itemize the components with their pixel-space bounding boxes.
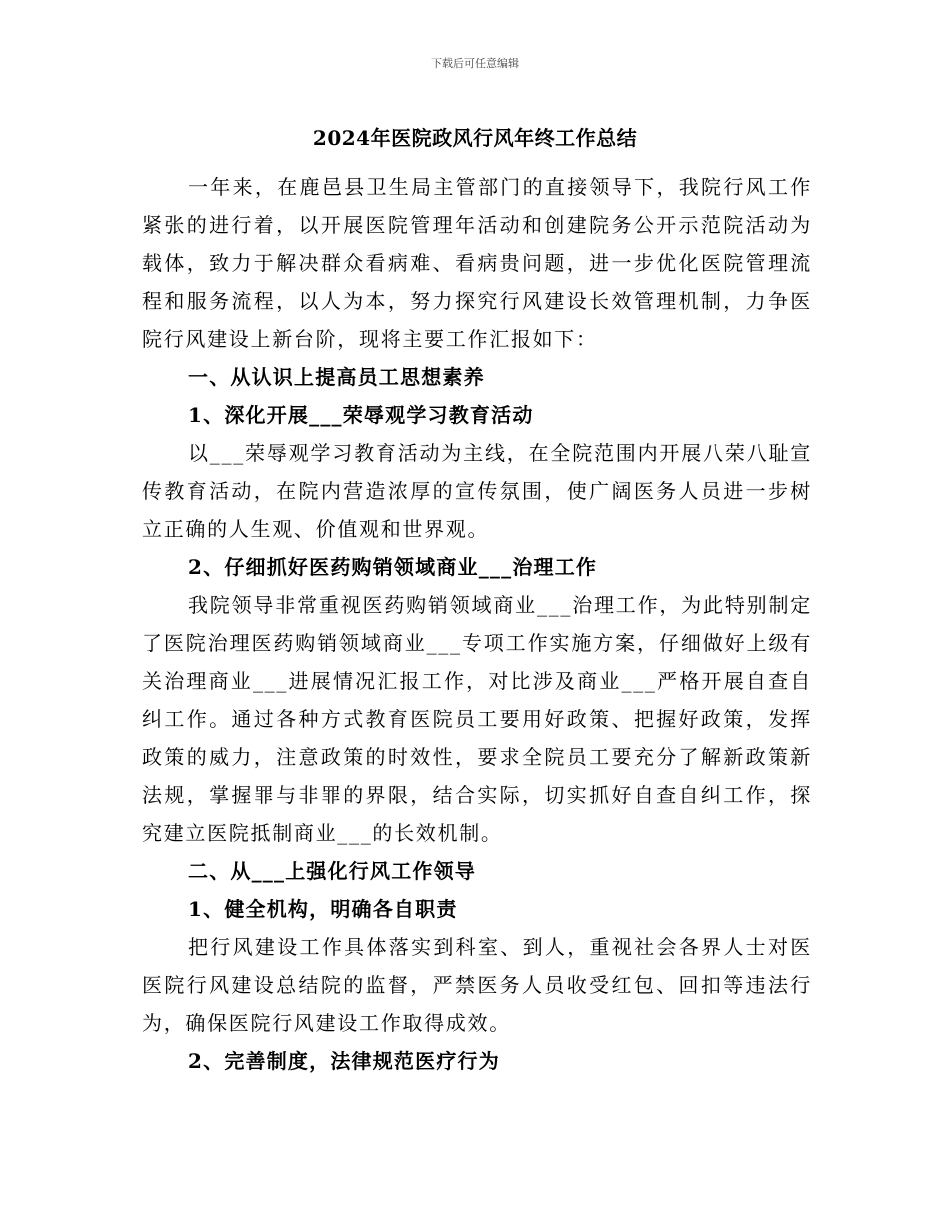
section-2-sub-1-heading: 1、健全机构，明确各自职责 [188, 897, 458, 921]
section-2-heading: 二、从___上强化行风工作领导 [188, 859, 476, 883]
section-1-heading: 一、从认识上提高员工思想素养 [188, 365, 485, 389]
document-body [142, 168, 812, 1080]
section-1-sub-1-heading: 1、深化开展___荣辱观学习教育活动 [188, 403, 534, 427]
section-1-sub-2-heading: 2、仔细抓好医药购销领域商业___治理工作 [188, 555, 598, 579]
page-header-note: 下载后可任意编辑 [431, 57, 519, 70]
section-1-sub-1-paragraph: 以___荣辱观学习教育活动为主线，在全院范围内开展八荣八耻宣传教育活动，在院内营造浓厚的宣传氛围，使广阔医务人员进一步树立正确的人生观、价值观和世界观。 [142, 441, 812, 541]
document-title: 2024年医院政风行风年终工作总结 [312, 126, 638, 150]
section-1-sub-2-paragraph: 我院领导非常重视医药购销领域商业___治理工作，为此特别制定了医院治理医药购销领域商业___专项工作实施方案，仔细做好上级有关治理商业___进展情况汇报工作，对比涉及商业___严格开展自查自纠工作。通过各种方式教育医院员工要用好政策、把握好政策，发挥政策的威力，注意政策的时效性，要求全院员工要充分了解新政策新法规，掌握罪与非罪的界限，结合实际，切实抓好自查自纠工作，探究建立医院抵制商业___的长效机制。 [142, 593, 812, 845]
intro-paragraph: 一年来，在鹿邑县卫生局主管部门的直接领导下，我院行风工作紧张的进行着，以开展医院管理年活动和创建院务公开示范院活动为载体，致力于解决群众看病难、看病贵问题，进一步优化医院管理流程和服务流程，以人为本，努力探究行风建设长效管理机制，力争医院行风建设上新台阶，现将主要工作汇报如下： [142, 175, 812, 351]
section-2-sub-2-heading: 2、完善制度，法律规范医疗行为 [188, 1049, 500, 1073]
section-2-sub-1-paragraph: 把行风建设工作具体落实到科室、到人，重视社会各界人士对医医院行风建设总结院的监督，严禁医务人员收受红包、回扣等违法行为，确保医院行风建设工作取得成效。 [142, 935, 812, 1035]
